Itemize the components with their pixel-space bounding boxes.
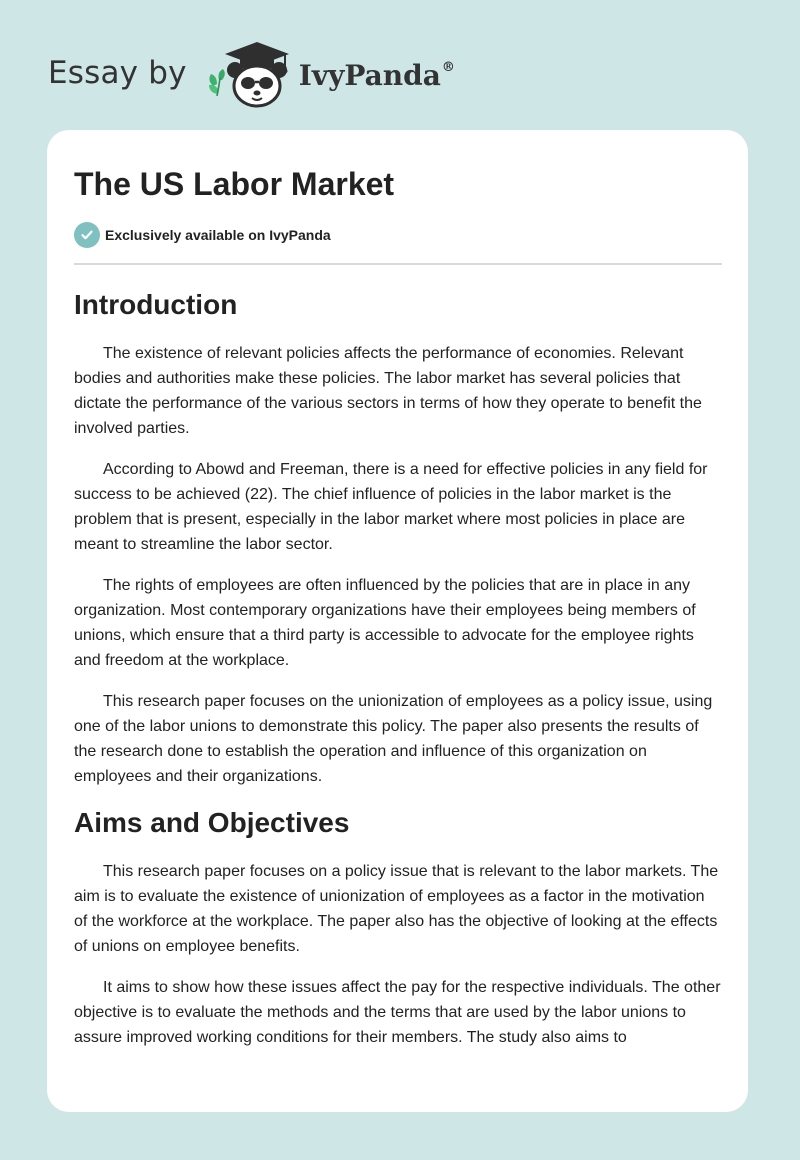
paragraph: This research paper focuses on the unionization of employees as a policy issue, using one of the labor unions to demonstrate this policy. The paper also presents the results of the research done to establish the operation and influence of this organization on employees and their organizations.	[74, 693, 713, 785]
registered-mark: ®	[441, 59, 455, 75]
essay-by-label: Essay by	[48, 55, 187, 91]
paragraph: According to Abowd and Freeman, there is a need for effective policies in any field for success to be achieved (22). The chief influence of policies in the labor market is the problem that is present, especially in the labor market where most policies in place are meant to streamline the labor sector.	[74, 461, 708, 553]
checkmark-circle-icon	[74, 222, 100, 248]
essay-card	[47, 130, 748, 1112]
panda-graduate-logo-icon[interactable]	[203, 36, 295, 110]
exclusive-badge	[74, 222, 722, 248]
exclusive-badge-label: Exclusively available on IvyPanda	[105, 227, 331, 243]
paragraph: The rights of employees are often influenced by the policies that are in place in any organization. Most contemporary organizations have their employees being members of unions, which ensure that a third party is accessible to advocate for the employee rights and freedom at the workplace.	[74, 577, 696, 669]
section-heading: Introduction	[74, 289, 238, 320]
site-header	[48, 36, 508, 110]
divider	[74, 263, 722, 265]
paragraph: The existence of relevant policies affects the performance of economies. Relevant bodies and authorities make these policies. The labor market has several policies that dictate the performance of the various sectors in terms of how they operate to benefit the involved parties.	[74, 345, 702, 437]
ivy-leaf-icon	[209, 69, 225, 96]
brand-name[interactable]: IvyPanda®	[298, 58, 455, 92]
paragraph: It aims to show how these issues affect the pay for the respective individuals. The other objective is to evaluate the methods and the terms that are used by the labor unions to assure improved working conditions for their members. The study also aims to	[74, 979, 721, 1046]
section-heading: Aims and Objectives	[74, 807, 350, 838]
page-title: The US Labor Market	[74, 166, 395, 202]
paragraph: This research paper focuses on a policy issue that is relevant to the labor markets. The aim is to evaluate the existence of unionization of employees as a factor in the motivation of the workforce at the workplace. The paper also has the objective of looking at the effects of unions on employee benefits.	[74, 863, 719, 955]
